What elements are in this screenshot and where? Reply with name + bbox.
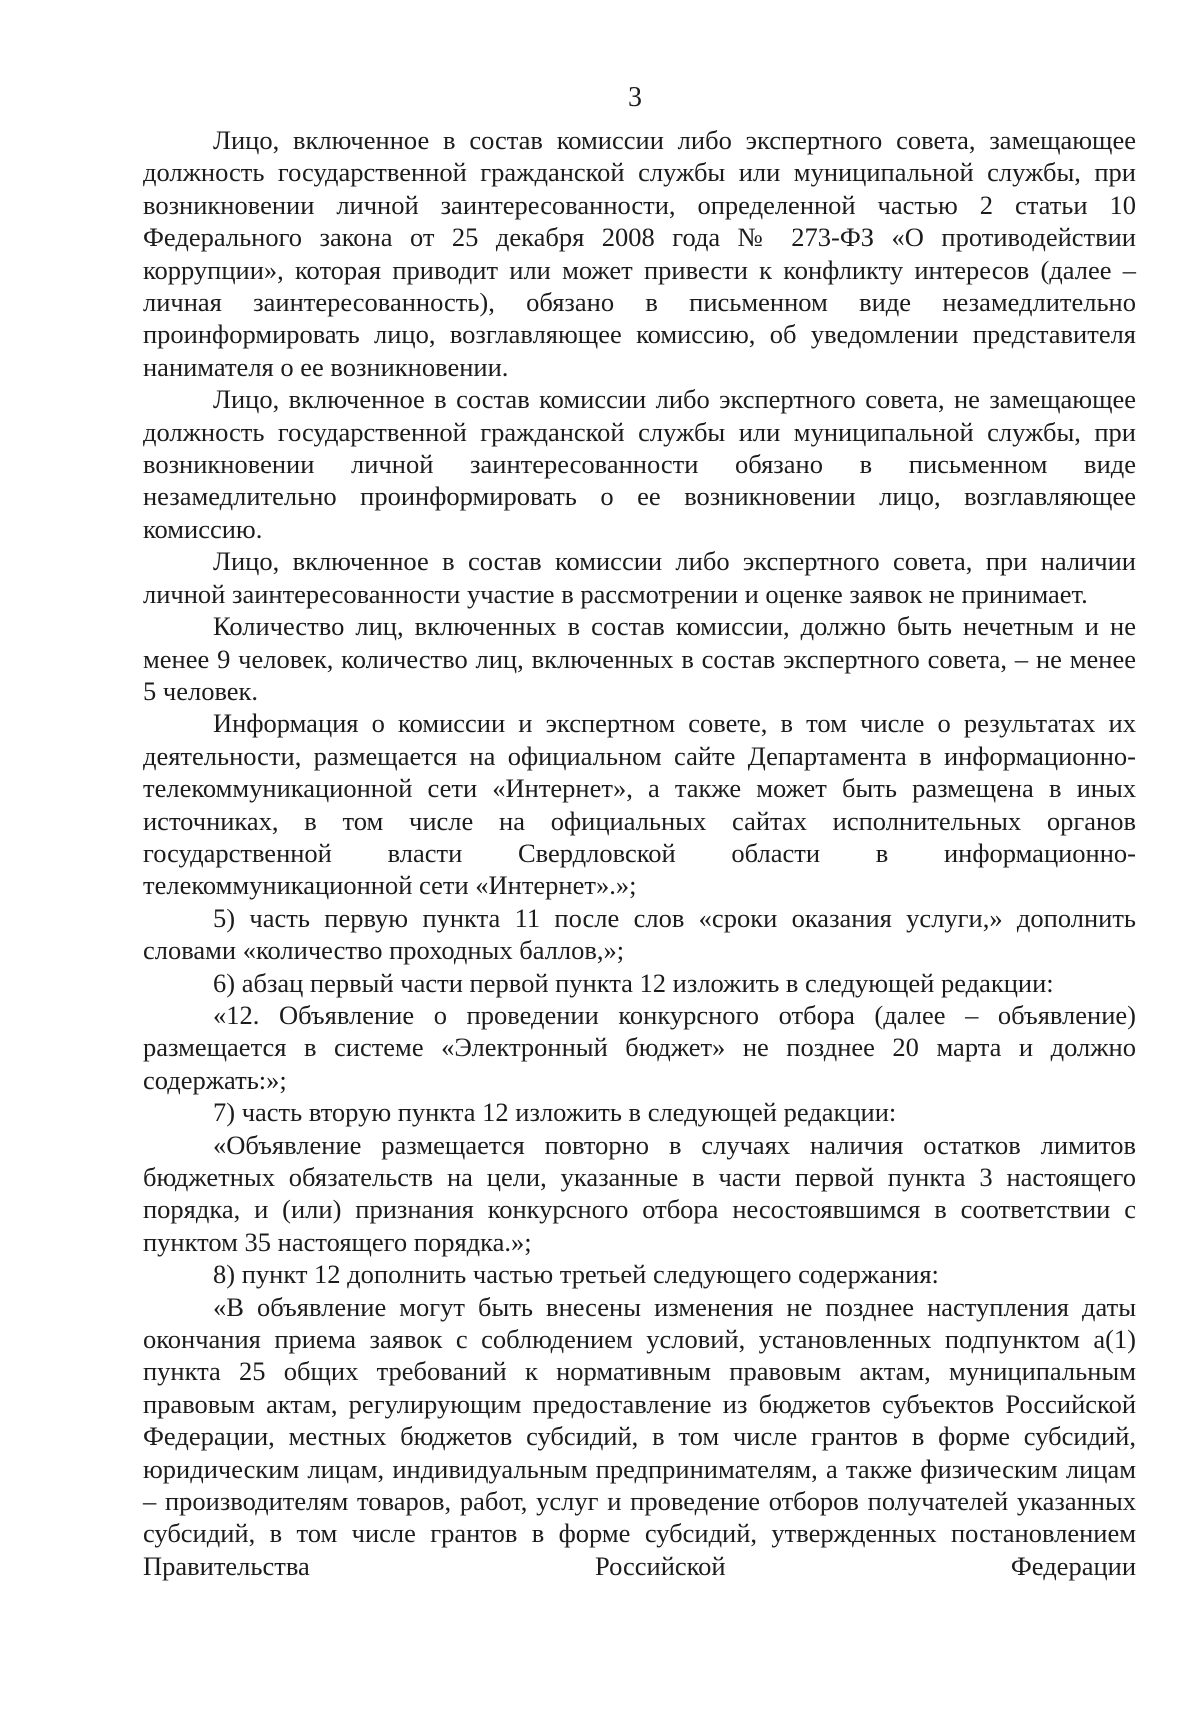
paragraph: «12. Объявление о проведении конкурсного отбора (далее – объявление) размещается в системе «Электронный бюджет» не позднее 20 марта и должно содержать:»; — [143, 999, 1136, 1095]
paragraph: Количество лиц, включенных в состав комиссии, должно быть нечетным и не менее 9 человек, количество лиц, включенных в состав экспертного совета, – не менее 5 человек. — [143, 611, 1136, 706]
paragraph: 8) пункт 12 дополнить частью третьей следующего содержания: — [213, 1259, 939, 1290]
paragraph: 6) абзац первый части первой пункта 12 изложить в следующей редакции: — [213, 967, 1054, 998]
paragraph: 7) часть вторую пункта 12 изложить в следующей редакции: — [213, 1097, 897, 1128]
page-number: 3 — [628, 82, 642, 113]
paragraph: Лицо, включенное в состав комиссии либо экспертного совета, не замещающее должность государственной гражданской службы или муниципальной службы, при возникновении личной заинтересованности обязано в письменном виде незамедлительно проинформировать о ее возникновении лицо, возглавляющее комиссию. — [143, 384, 1136, 544]
paragraph: Информация о комиссии и экспертном совете, в том числе о результатах их деятельности, размещается на официальном сайте Департамента в информационно-телекоммуникационной сети «Интернет», а также может быть размещена в иных источниках, в том числе на официальных сайтах исполнительных органов государственной власти Свердловской области в информационно-телекоммуникационной сети «Интернет».»; — [143, 708, 1136, 901]
paragraph: «Объявление размещается повторно в случаях наличия остатков лимитов бюджетных обязательств на цели, указанные в части первой пункта 3 настоящего порядка, и (или) признания конкурсного отбора несостоявшимся в соответствии с пунктом 35 настоящего порядка.»; — [143, 1129, 1136, 1257]
paragraph: 5) часть первую пункта 11 после слов «сроки оказания услуги,» дополнить словами «количество проходных баллов,»; — [143, 902, 1136, 966]
paragraph: Лицо, включенное в состав комиссии либо экспертного совета, замещающее должность государственной гражданской службы или муниципальной службы, при возникновении личной заинтересованности, определенной частью 2 статьи 10 Федерального закона от 25 декабря 2008 года № 273-ФЗ «О противодействии коррупции», которая приводит или может привести к конфликту интересов (далее – личная заинтересованность), обязано в письменном виде незамедлительно проинформировать лицо, возглавляющее комиссию, об уведомлении представителя нанимателя о ее возникновении. — [143, 125, 1136, 382]
paragraph: «В объявление могут быть внесены изменения не позднее наступления даты окончания приема заявок с соблюдением условий, установленных подпунктом а(1) пункта 25 общих требований к нормативным правовым актам, муниципальным правовым актам, регулирующим предоставление из бюджетов субъектов Российской Федерации, местных бюджетов субсидий, в том числе грантов в форме субсидий, юридическим лицам, индивидуальным предпринимателям, а также физическим лицам – производителям товаров, работ, услуг и проведение отборов получателей указанных субсидий, в том числе грантов в форме субсидий, утвержденных постановлением Правительства Российской Федерации — [143, 1291, 1136, 1581]
paragraph: Лицо, включенное в состав комиссии либо экспертного совета, при наличии личной заинтересованности участие в рассмотрении и оценке заявок не принимает. — [143, 546, 1136, 609]
document-body — [143, 124, 1136, 1582]
